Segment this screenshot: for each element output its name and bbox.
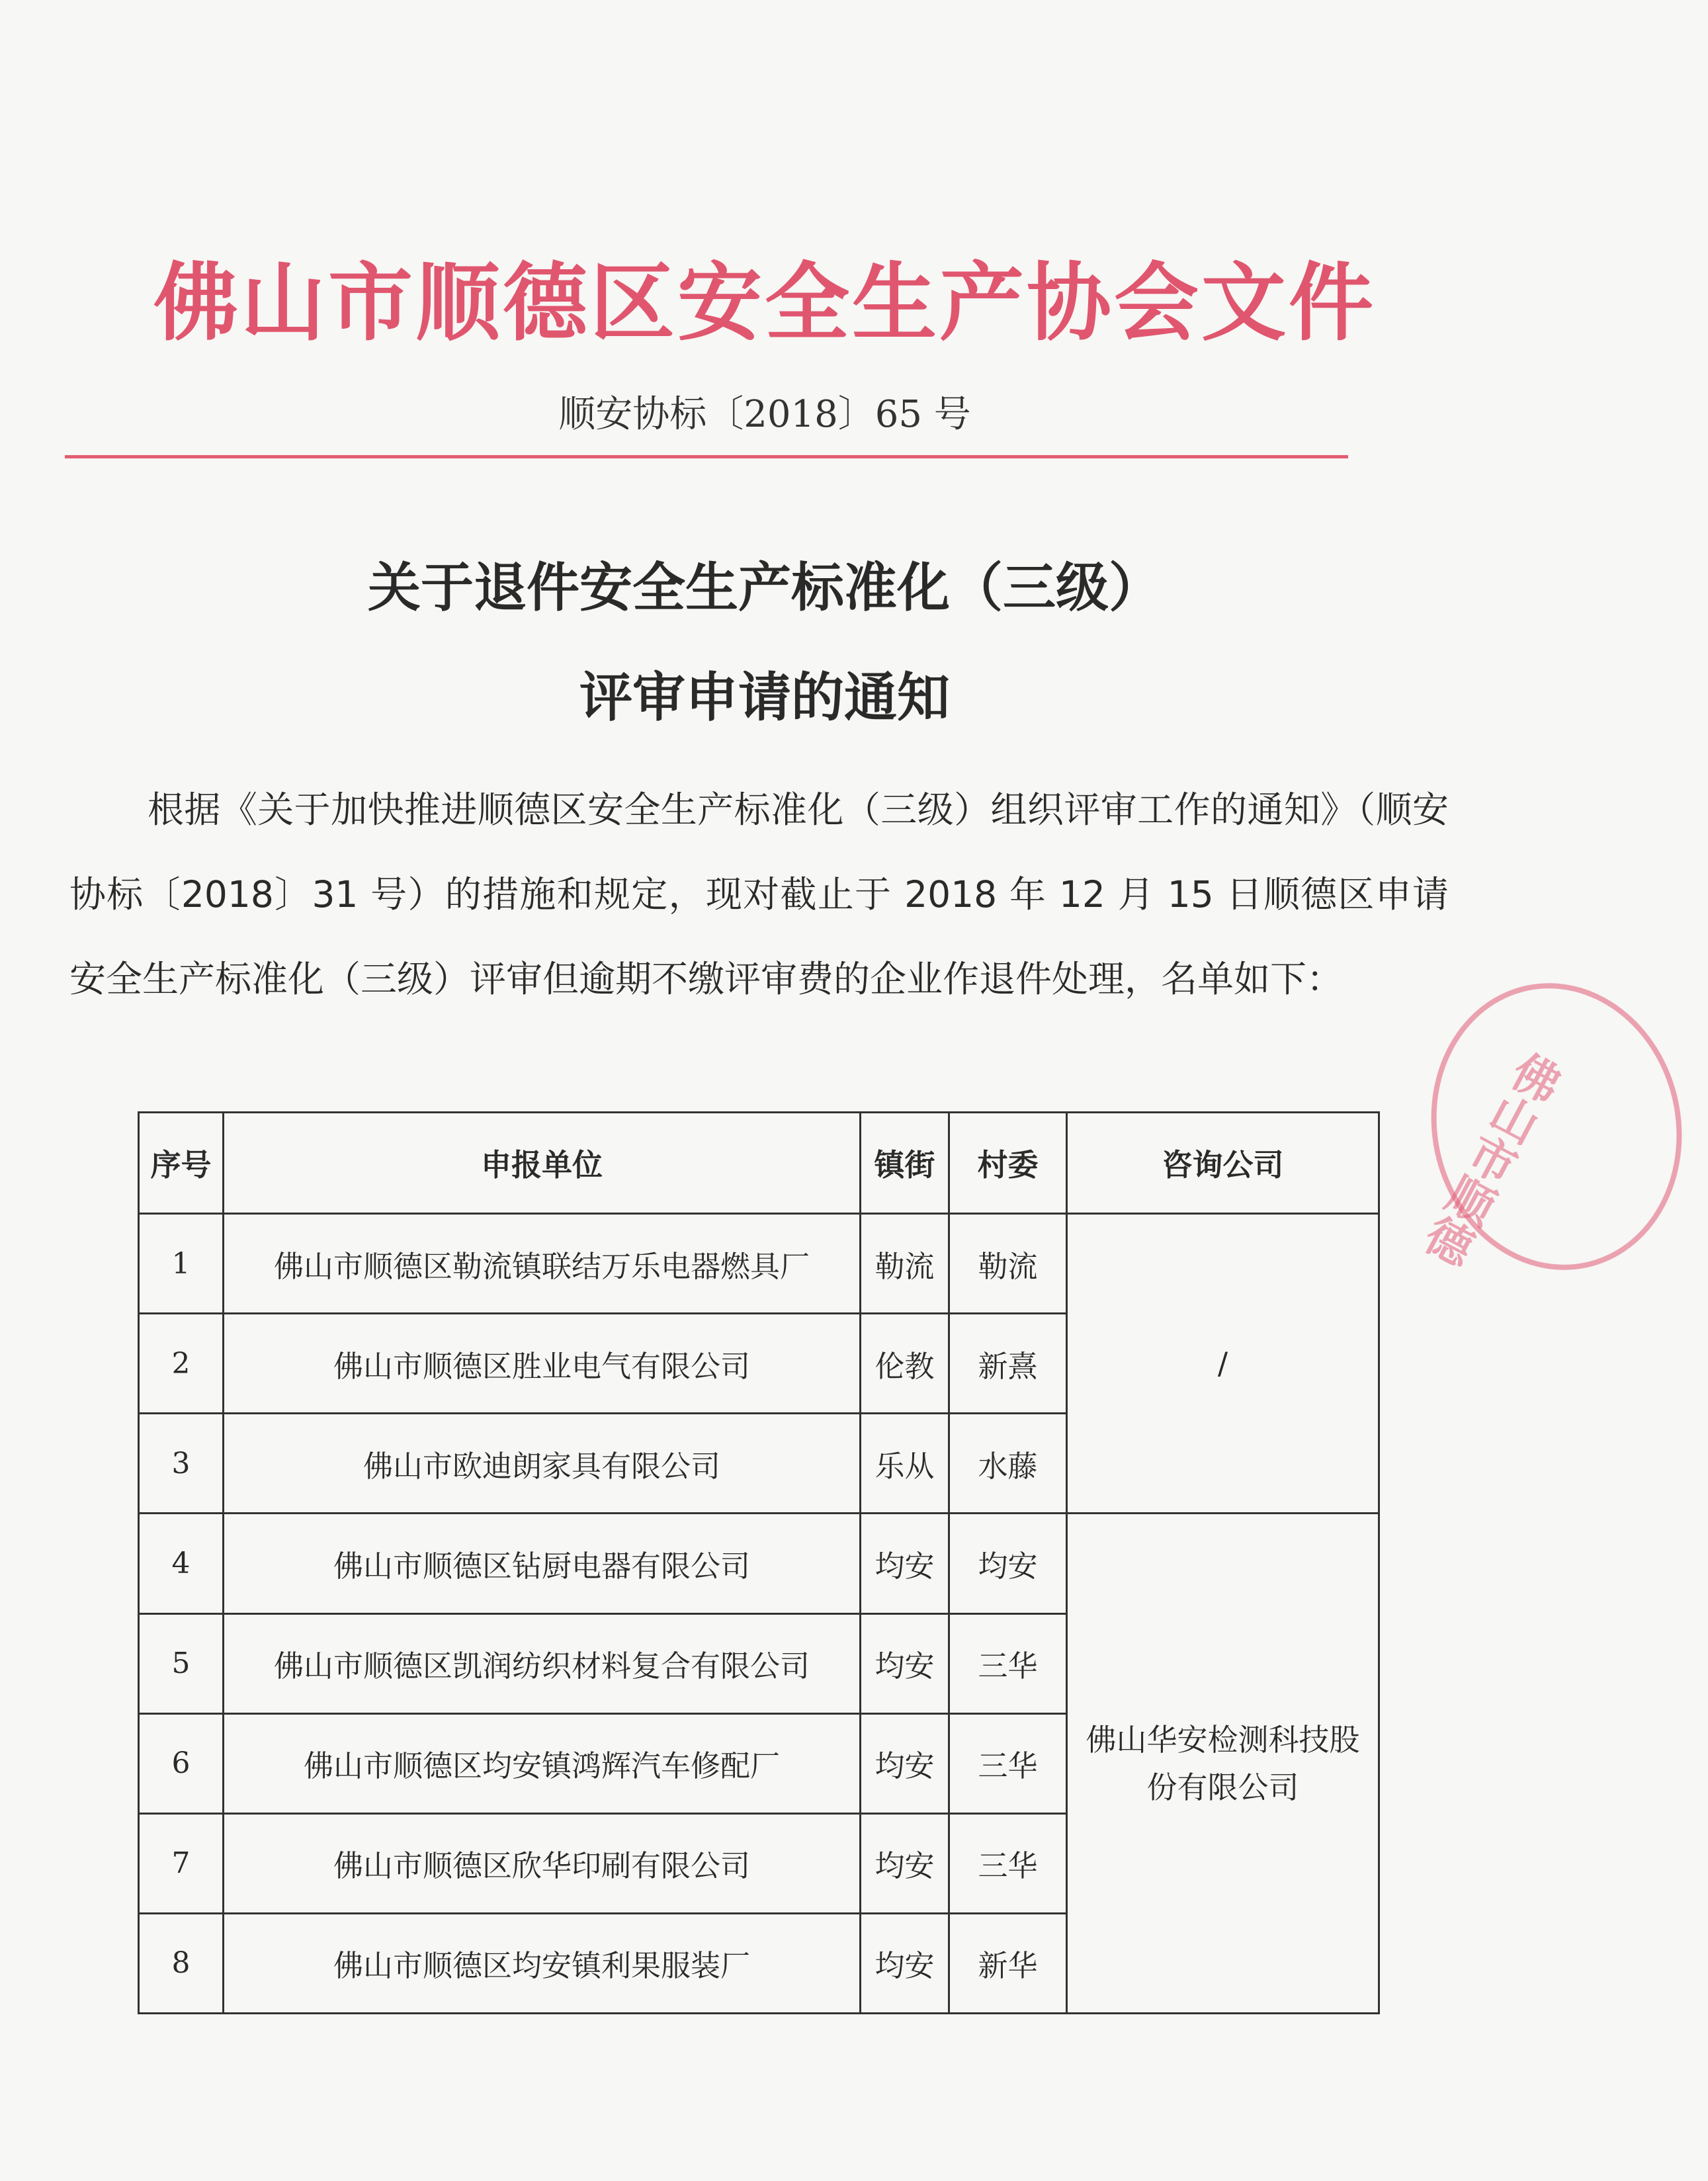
row-unit: 佛山市顺德区均安镇鸿辉汽车修配厂 — [224, 1713, 861, 1813]
issuer-header-title: 佛山市顺德区安全生产协会文件 — [153, 254, 1376, 353]
row-no: 5 — [139, 1613, 224, 1713]
header-consultant: 咨询公司 — [1067, 1113, 1379, 1214]
row-village: 新华 — [949, 1913, 1067, 2013]
notice-title-line-2: 评审申请的通知 — [579, 667, 950, 728]
row-unit: 佛山市顺德区钻厨电器有限公司 — [224, 1514, 861, 1613]
row-no: 6 — [139, 1713, 224, 1813]
row-village: 三华 — [949, 1813, 1067, 1913]
row-no: 3 — [139, 1414, 224, 1514]
row-no: 7 — [139, 1813, 224, 1913]
table-row — [139, 1514, 1379, 1613]
document-number: 顺安协标〔2018〕65 号 — [558, 393, 971, 436]
official-seal-stamp — [1405, 960, 1708, 1294]
row-town: 勒流 — [861, 1214, 949, 1314]
row-town: 均安 — [861, 1813, 949, 1913]
row-town: 均安 — [861, 1514, 949, 1613]
row-village: 三华 — [949, 1713, 1067, 1813]
row-village: 水藤 — [949, 1414, 1067, 1514]
header-unit: 申报单位 — [224, 1113, 861, 1214]
header-village: 村委 — [949, 1113, 1067, 1214]
row-no: 8 — [139, 1913, 224, 2013]
row-village: 新熹 — [949, 1314, 1067, 1414]
header-divider — [65, 455, 1348, 458]
row-unit: 佛山市顺德区均安镇利果服装厂 — [224, 1913, 861, 2013]
row-town: 乐从 — [861, 1414, 949, 1514]
header-town: 镇街 — [861, 1113, 949, 1214]
consultant-cell-group-2: 佛山华安检测科技股份有限公司 — [1067, 1514, 1379, 2014]
row-town: 均安 — [861, 1613, 949, 1713]
row-unit: 佛山市顺德区勒流镇联结万乐电器燃具厂 — [224, 1214, 861, 1314]
notice-title-line-1: 关于退件安全生产标准化（三级） — [368, 557, 1162, 619]
withdrawn-units-table — [138, 1111, 1380, 2014]
consultant-cell-group-1: / — [1067, 1214, 1379, 1514]
table-header-row — [139, 1113, 1379, 1214]
row-no: 2 — [139, 1314, 224, 1414]
row-town: 均安 — [861, 1913, 949, 2013]
notice-body-paragraph: 根据《关于加快推进顺德区安全生产标准化（三级）组织评审工作的通知》（顺安协标〔2018〕31 号）的措施和规定，现对截止于 2018 年 12 月 15 日顺德区申请安全生产标准化（三级）评审但逾期不缴评审费的企业作退件处理，名单如下： — [69, 789, 1449, 1000]
row-unit: 佛山市欧迪朗家具有限公司 — [224, 1414, 861, 1514]
row-village: 勒流 — [949, 1214, 1067, 1314]
row-village: 均安 — [949, 1514, 1067, 1613]
row-town: 均安 — [861, 1713, 949, 1813]
row-no: 4 — [139, 1514, 224, 1613]
row-no: 1 — [139, 1214, 224, 1314]
row-unit: 佛山市顺德区欣华印刷有限公司 — [224, 1813, 861, 1913]
row-unit: 佛山市顺德区凯润纺织材料复合有限公司 — [224, 1613, 861, 1713]
row-village: 三华 — [949, 1613, 1067, 1713]
row-town: 伦教 — [861, 1314, 949, 1414]
header-no: 序号 — [139, 1113, 224, 1214]
seal-text: 佛山市顺德 — [1412, 1042, 1568, 1273]
row-unit: 佛山市顺德区胜业电气有限公司 — [224, 1314, 861, 1414]
table-row — [139, 1214, 1379, 1314]
